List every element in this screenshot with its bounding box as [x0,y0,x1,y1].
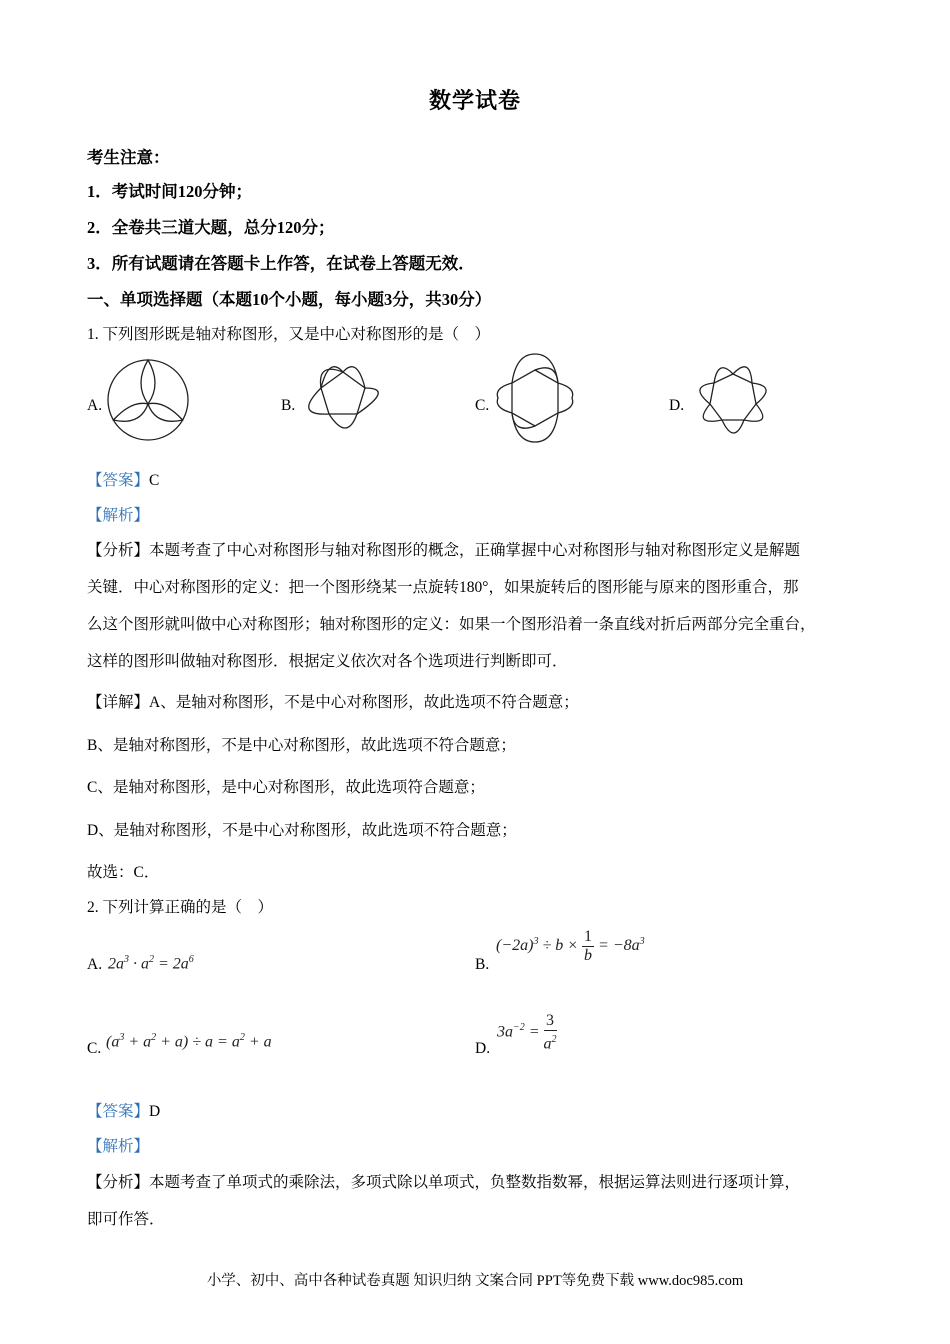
notice-heading: 考生注意： [87,148,170,167]
q2-option-a-label: A. [87,956,103,973]
q1-detail-line-1: 【详解】A、是轴对称图形，不是中心对称图形，故此选项不符合题意； [87,694,579,711]
q2-option-d-label: D. [475,1040,491,1057]
q1-option-d-label: D. [669,397,685,414]
q2-analysis-tag: 【解析】 [87,1138,150,1155]
q1-option-a-label: A. [87,397,103,414]
q2-option-a-expression: $2a^3 \cdot a^2 = 2a^6$ [108,954,194,973]
q2-option-d-expression: $3a^{-2}$ = $\frac{3}{a^2}$ [497,1012,557,1053]
q1-option-b-figure [299,352,387,446]
q1-detail-line-4: D、是轴对称图形，不是中心对称图形，故此选项不符合题意； [87,822,517,839]
q2-option-b-expression: $(-2a)^3 \div b$ × $\frac{1}{b}$ = $-8a^3$ [496,928,645,964]
answer-tag: 【答案】 [87,472,150,489]
q2-analysis-line-1: 【分析】本题考查了单项式的乘除法，多项式除以单项式，负整数指数幂，根据运算法则进行逐项计算， [87,1174,801,1191]
answer-value: C [149,472,160,489]
q1-detail-line-5: 故选：C． [87,864,160,881]
notice-item-3: 3．所有试题请在答题卡上作答，在试卷上答题无效． [87,254,475,273]
q1-analysis-line-1: 【分析】本题考查了中心对称图形与轴对称图形的概念，正确掌握中心对称图形与轴对称图形定义是解题 [87,542,801,559]
q2-option-c-expression: $(a^3 + a^2 + a) \div a = a^2 + a$ [106,1032,272,1051]
q1-detail-line-3: C、是轴对称图形，是中心对称图形，故此选项符合题意； [87,779,485,796]
q1-option-d-figure [688,354,778,444]
q2-option-b-label: B. [475,956,490,973]
q1-option-c-label: C. [475,397,490,414]
page-footer: 小学、初中、高中各种试卷真题 知识归纳 文案合同 PPT等免费下载 www.doc985.com [206,1273,744,1289]
q1-option-c-figure [494,352,576,444]
answer-tag: 【答案】 [87,1103,150,1120]
notice-item-1: 1．考试时间120分钟； [87,182,252,201]
q2-answer [87,1099,160,1121]
q2-option-c-label: C. [87,1040,102,1057]
q1-stem: 1. 下列图形既是轴对称图形，又是中心对称图形的是（ ） [87,326,491,343]
q1-analysis-line-3: 么这个图形就叫做中心对称图形；轴对称图形的定义：如果一个图形沿着一条直线对折后两部分完全重台， [87,616,816,633]
q1-analysis-tag: 【解析】 [87,507,150,524]
q1-answer [87,468,159,490]
q1-option-b-label: B. [281,397,296,414]
q1-detail-line-2: B、是轴对称图形，不是中心对称图形，故此选项不符合题意； [87,737,516,754]
q2-analysis-line-2: 即可作答． [87,1211,165,1228]
section-heading: 一、单项选择题（本题10个小题，每小题3分，共30分） [87,290,492,309]
answer-value: D [149,1103,161,1120]
q1-option-a-figure [104,356,192,444]
notice-item-2: 2．全卷共三道大题，总分120分； [87,218,335,237]
page-title: 数学试卷 [428,88,521,113]
q2-stem: 2. 下列计算正确的是（ ） [87,899,274,916]
q1-analysis-line-4: 这样的图形叫做轴对称图形．根据定义依次对各个选项进行判断即可． [87,653,568,670]
q1-analysis-line-2: 关键．中心对称图形的定义：把一个图形绕某一点旋转180°，如果旋转后的图形能与原来的图形重合，那 [87,579,799,596]
